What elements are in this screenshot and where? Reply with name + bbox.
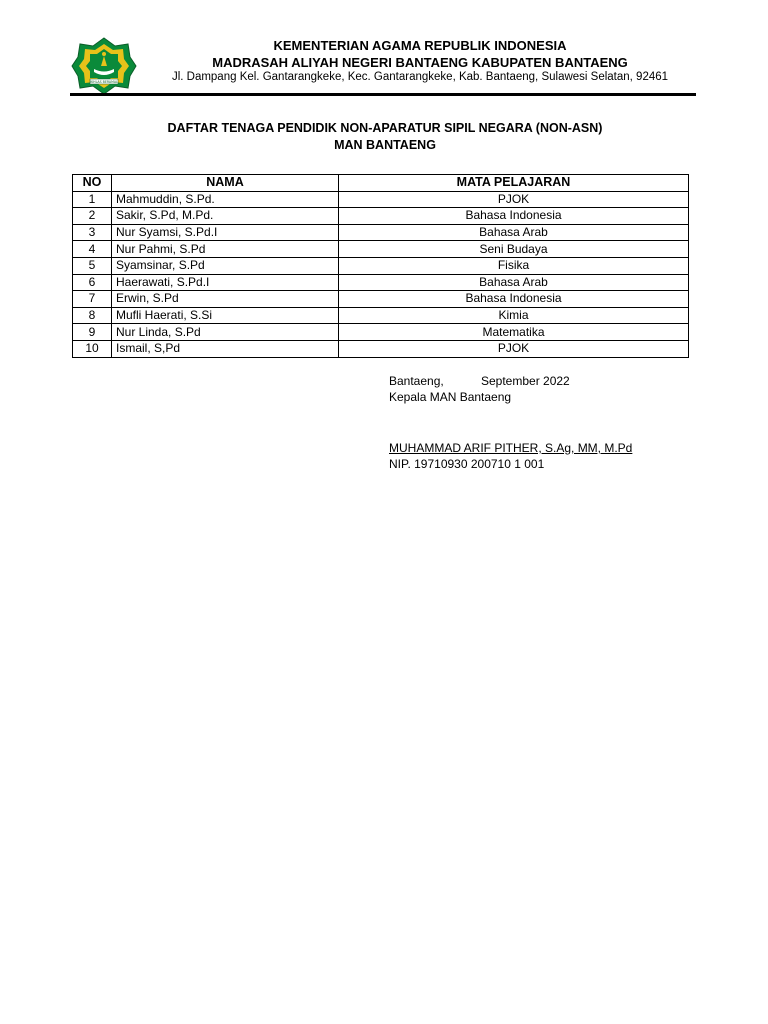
column-header-nama: NAMA [112,175,339,192]
cell-no: 6 [73,274,112,291]
cell-mapel: PJOK [339,340,689,357]
signature-place-date [389,374,570,388]
column-header-no: NO [73,175,112,192]
header-divider [70,93,696,96]
cell-no: 3 [73,224,112,241]
cell-mapel: Seni Budaya [339,241,689,258]
school-address: Jl. Dampang Kel. Gantarangkeke, Kec. Gantarangkeke, Kab. Bantaeng, Sulawesi Selatan, 92461 [171,71,669,83]
cell-mapel: Matematika [339,324,689,341]
cell-mapel: PJOK [339,191,689,208]
cell-mapel: Fisika [339,257,689,274]
cell-nama: Nur Syamsi, S.Pd.I [112,224,339,241]
signatory-name: MUHAMMAD ARIF PITHER, S.Ag, MM, M.Pd [389,441,633,455]
table-row [73,224,689,241]
cell-no: 5 [73,257,112,274]
cell-no: 8 [73,307,112,324]
cell-mapel: Bahasa Arab [339,224,689,241]
signatory-nip: NIP. 19710930 200710 1 001 [389,457,545,471]
cell-nama: Sakir, S.Pd, M.Pd. [112,208,339,225]
cell-nama: Nur Pahmi, S.Pd [112,241,339,258]
table-row [73,340,689,357]
table-row [73,191,689,208]
cell-nama: Syamsinar, S.Pd [112,257,339,274]
cell-mapel: Kimia [339,307,689,324]
table-row [73,241,689,258]
cell-no: 9 [73,324,112,341]
table-row [73,208,689,225]
table-row [73,257,689,274]
cell-nama: Mufli Haerati, S.Si [112,307,339,324]
signature-place: Bantaeng, [389,374,444,388]
cell-mapel: Bahasa Indonesia [339,291,689,308]
cell-no: 2 [73,208,112,225]
school-name: MADRASAH ALIYAH NEGERI BANTAENG KABUPATEN BANTAENG [212,55,628,70]
table-row [73,324,689,341]
signature-position: Kepala MAN Bantaeng [389,390,512,404]
cell-nama: Nur Linda, S.Pd [112,324,339,341]
table-row [73,291,689,308]
table-row [73,307,689,324]
cell-nama: Ismail, S,Pd [112,340,339,357]
ministry-name: KEMENTERIAN AGAMA REPUBLIK INDONESIA [273,38,567,53]
column-header-mapel: MATA PELAJARAN [339,175,689,192]
cell-no: 10 [73,340,112,357]
table-header-row [73,175,689,192]
document-title: DAFTAR TENAGA PENDIDIK NON-APARATUR SIPIL NEGARA (NON-ASN) [167,121,603,135]
cell-mapel: Bahasa Arab [339,274,689,291]
cell-nama: Haerawati, S.Pd.I [112,274,339,291]
logo-text: IKHLAS BERAMAL [90,80,118,84]
cell-no: 1 [73,191,112,208]
document-subtitle: MAN BANTAENG [334,138,436,152]
table-row [73,274,689,291]
kemenag-logo [70,36,138,96]
cell-no: 4 [73,241,112,258]
cell-nama: Erwin, S.Pd [112,291,339,308]
signature-date: September 2022 [481,374,570,388]
cell-mapel: Bahasa Indonesia [339,208,689,225]
cell-nama: Mahmuddin, S.Pd. [112,191,339,208]
cell-no: 7 [73,291,112,308]
teacher-table [72,174,689,358]
